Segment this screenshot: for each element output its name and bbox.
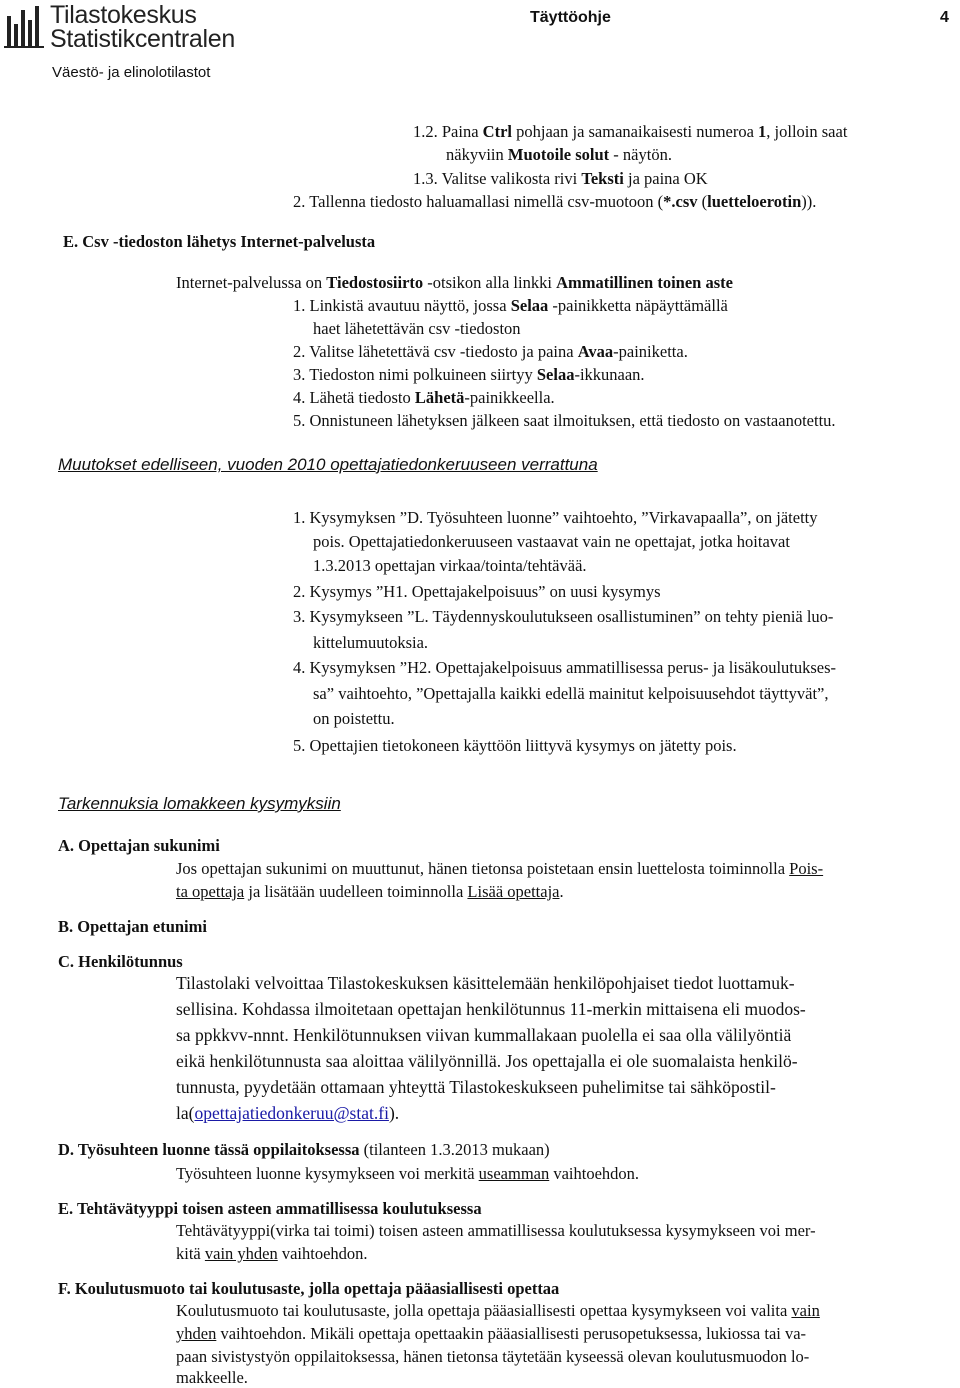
- section-c-line-1: Tilastolaki velvoittaa Tilastokeskuksen käsittelemään henkilöpohjaiset tiedot luottamuk-: [176, 973, 795, 993]
- change-5: 5. Opettajien tietokoneen käyttöön liittyvä kysymys on jätetty pois.: [293, 736, 737, 755]
- change-1-line-3: 1.3.2013 opettajan virkaa/tointa/tehtävää.: [313, 556, 587, 575]
- department-name: Väestö- ja elinolotilastot: [52, 64, 211, 81]
- section-c-line-4: eikä henkilötunnusta saa aloittaa välilyönnillä. Jos opettajalla ei ole suomalaista henkilö-: [176, 1051, 798, 1071]
- upload-step-3: 3. Tiedoston nimi polkuineen siirtyy Selaa-ikkunaan.: [293, 365, 645, 384]
- logo-name-swedish: Statistikcentralen: [50, 25, 235, 53]
- section-f-line-2: yhden vaihtoehdon. Mikäli opettaja opettaakin pääasiallisesti perusopetuksessa, lukiossa tai va-: [176, 1324, 807, 1343]
- section-a-text-2: ta opettaja ja lisätään uudelleen toiminnolla Lisää opettaja.: [176, 882, 564, 901]
- change-1-line-1: 1. Kysymyksen ”D. Työsuhteen luonne” vaihtoehto, ”Virkavapaalla”, on jätetty: [293, 508, 818, 527]
- section-d-text: Työsuhteen luonne kysymykseen voi merkitä useamman vaihtoehdon.: [176, 1164, 640, 1183]
- upload-step-2: 2. Valitse lähetettävä csv -tiedosto ja paina Avaa-painiketta.: [293, 342, 688, 361]
- section-e2-line-2: kitä vain yhden vaihtoehdon.: [176, 1244, 368, 1263]
- section-e-title: E. Csv -tiedoston lähetys Internet-palvelusta: [63, 232, 376, 251]
- remove-teacher-link-cont[interactable]: ta opettaja: [176, 882, 245, 901]
- upload-step-4: 4. Lähetä tiedosto Lähetä-painikkeella.: [293, 388, 555, 407]
- section-c-line-5: tunnusta, pyydetään ottamaan yhteyttä Tilastokeskukseen puhelimitse tai sähköpostil-: [176, 1077, 776, 1097]
- section-d-title: D. Työsuhteen luonne tässä oppilaitoksessa (tilanteen 1.3.2013 mukaan): [58, 1140, 550, 1159]
- remove-teacher-link[interactable]: Pois-: [789, 859, 824, 878]
- add-teacher-link[interactable]: Lisää opettaja: [467, 882, 560, 901]
- step-1-3: 1.3. Valitse valikosta rivi Teksti ja paina OK: [413, 169, 708, 188]
- section-c-line-2: sellisina. Kohdassa ilmoitetaan opettajan henkilötunnus 11-merkin mittaisena eli muodos-: [176, 999, 806, 1019]
- change-4-line-3: on poistettu.: [313, 709, 395, 728]
- logo-name-finnish: Tilastokeskus: [50, 1, 197, 29]
- page-number: 4: [940, 9, 949, 26]
- section-e2-title: E. Tehtävätyyppi toisen asteen ammatillisessa koulutuksessa: [58, 1199, 482, 1218]
- section-a-text-1: Jos opettajan sukunimi on muuttunut, hänen tietonsa poistetaan ensin luettelosta toiminnolla Pois-: [176, 859, 824, 878]
- section-c-line-6: la(opettajatiedonkeruu@stat.fi).: [176, 1103, 400, 1123]
- upload-step-1-cont: haet lähetettävän csv -tiedoston: [313, 319, 521, 338]
- section-f-line-1: Koulutusmuoto tai koulutusaste, jolla opettaja pääasiallisesti opettaa kysymykseen voi valita vain: [176, 1301, 820, 1320]
- upload-step-5: 5. Onnistuneen lähetyksen jälkeen saat ilmoituksen, että tiedosto on vastaanotettu.: [293, 411, 836, 430]
- section-a-title: A. Opettajan sukunimi: [58, 836, 220, 855]
- change-2: 2. Kysymys ”H1. Opettajakelpoisuus” on uusi kysymys: [293, 582, 661, 601]
- statistics-finland-logo-icon: [4, 4, 46, 48]
- section-c-line-3: sa ppkkvv-nnnt. Henkilötunnuksen viivan kummallakaan puolella ei saa olla välilyöntiä: [176, 1025, 792, 1045]
- section-f-title: F. Koulutusmuoto tai koulutusaste, jolla opettaja pääasiallisesti opettaa: [58, 1279, 560, 1298]
- section-f-line-4: makkeelle.: [176, 1368, 248, 1387]
- step-2-save: 2. Tallenna tiedosto haluamallasi nimellä csv-muotoon (*.csv (luetteloerotin)).: [293, 192, 817, 211]
- section-f-line-3: paan sivistystyön oppilaitoksessa, hänen tietonsa täytetään kyseessä olevan koulutusmuodon lo-: [176, 1347, 810, 1366]
- change-4-line-2: sa” vaihtoehto, ”Opettajalla kaikki edellä mainitut kelpoisuusehdot täyttyvät”,: [313, 684, 829, 703]
- internet-intro: Internet-palvelussa on Tiedostosiirto -otsikon alla linkki Ammatillinen toinen aste: [176, 273, 733, 292]
- clarifications-heading: Tarkennuksia lomakkeen kysymyksiin: [58, 794, 341, 813]
- step-1-2-cont: näkyviin Muotoile solut - näytön.: [446, 145, 672, 164]
- change-3-line-1: 3. Kysymykseen ”L. Täydennyskoulutukseen osallistuminen” on tehty pieniä luo-: [293, 607, 834, 626]
- email-link[interactable]: opettajatiedonkeruu@stat.fi: [194, 1103, 389, 1123]
- change-4-line-1: 4. Kysymyksen ”H2. Opettajakelpoisuus ammatillisessa perus- ja lisäkoulutukses-: [293, 658, 837, 677]
- upload-step-1: 1. Linkistä avautuu näyttö, jossa Selaa -painikketta näpäyttämällä: [293, 296, 728, 315]
- step-1-2: 1.2. Paina Ctrl pohjaan ja samanaikaisesti numeroa 1, jolloin saat: [413, 122, 848, 141]
- section-b-title: B. Opettajan etunimi: [58, 917, 207, 936]
- section-e2-line-1: Tehtävätyyppi(virka tai toimi) toisen asteen ammatillisessa koulutuksessa kysymykseen voi mer-: [176, 1221, 816, 1240]
- change-3-line-2: kittelumuutoksia.: [313, 633, 429, 652]
- document-title: Täyttöohje: [530, 9, 611, 26]
- change-1-line-2: pois. Opettajatiedonkeruuseen vastaavat vain ne opettajat, jotka hoitavat: [313, 532, 790, 551]
- changes-heading: Muutokset edelliseen, vuoden 2010 opettajatiedonkeruuseen verrattuna: [58, 455, 598, 474]
- section-c-title: C. Henkilötunnus: [58, 952, 183, 971]
